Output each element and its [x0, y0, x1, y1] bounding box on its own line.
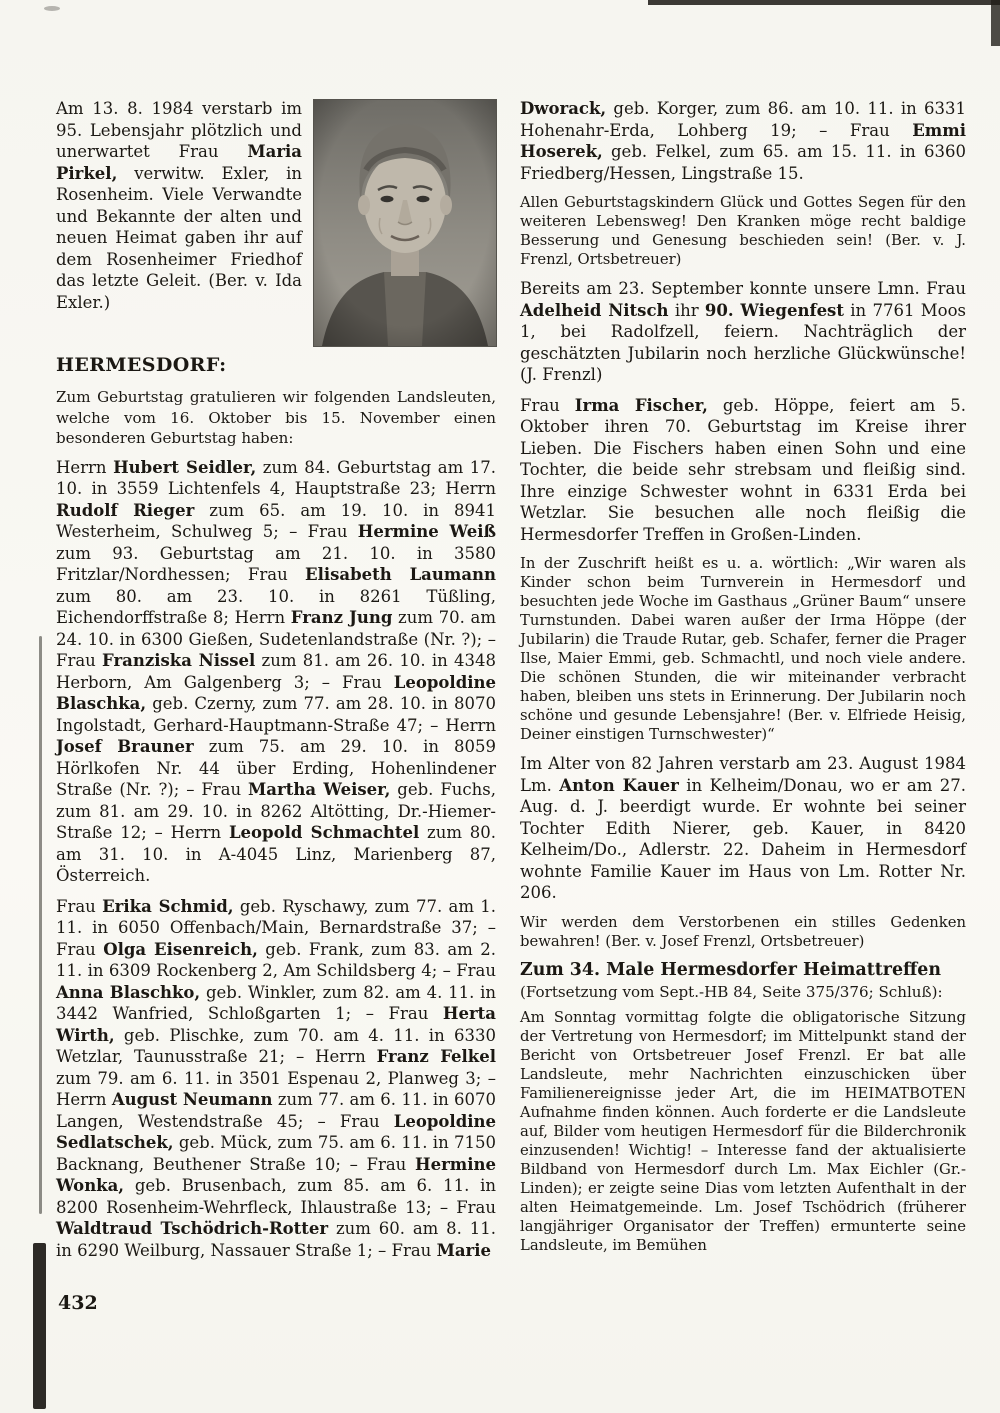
- scan-artifact: [39, 636, 42, 1214]
- portrait-photo: [314, 100, 496, 346]
- gedenken-note: Wir werden dem Verstorbenen ein stilles Gedenken bewahren! (Ber. v. Josef Frenzl, Ortsbetreuer): [520, 913, 966, 950]
- birthday-list-october: Herrn Hubert Seidler, zum 84. Geburtstag am 17. 10. in 3559 Lichtenfels 4, Hauptstraße 23; Herrn Rudolf Rieger zum 65. am 19. 10. in 8941 Westerheim, Schulweg 5; – Frau Hermine Weiß zum 93. Geburtstag am 21. 10. in 3580 Fritzlar/Nordhessen; Frau Elisabeth Laumann zum 80. am 23. 10. in 8261 Tüßling, Eichendorffstraße 8; Herrn Franz Jung zum 70. am 24. 10. in 6300 Gießen, Sudetenlandstraße (Nr. ?); – Frau Franziska Nissel zum 81. am 26. 10. in 4348 Herborn, Am Galgenberg 3; – Frau Leopoldine Blaschka, geb. Czerny, zum 77. am 28. 10. in 8070 Ingolstadt, Gerhard-Hauptmann-Straße 47; – Herrn Josef Brauner zum 75. am 29. 10. in 8059 Hörlkofen Nr. 44 über Erding, Hohenlindener Straße (Nr. ?); – Frau Martha Weiser, geb. Fuchs, zum 81. am 29. 10. in 8262 Altötting, Dr.-Hiemer-Straße 12; – Herrn Leopold Schmachtel zum 80. am 31. 10. in A-4045 Linz, Marienberg 87, Österreich.: [56, 457, 497, 885]
- birthday-list-continuation: Dworack, geb. Korger, zum 86. am 10. 11. in 6331 Hohenahr-Erda, Lohberg 19; – Frau Emmi Hoserek, geb. Felkel, zum 65. am 15. 11. in 6360 Friedberg/Hessen, Lingstraße 15.: [520, 99, 966, 183]
- fischer-birthday: Frau Irma Fischer, geb. Höppe, feiert am 5. Oktober ihren 70. Geburtstag im Kreise ihrer Lieben. Die Fischers haben einen Sohn und eine Tochter, die beide sehr strebsam und fleißig sind. Ihre einzige Schwester wohnt in 6331 Erda bei Wetzlar. Sie besuchen alle noch fleißig die Hermesdorfer Treffen in Großen-Linden.: [520, 395, 966, 544]
- birthday-list-november: Frau Erika Schmid, geb. Ryschawy, zum 77. am 1. 11. in 6050 Offenbach/Main, Bernardstraße 37; – Frau Olga Eisenreich, geb. Frank, zum 83. am 2. 11. in 6309 Rockenberg 2, Am Schildsberg 4; – Frau Anna Blaschko, geb. Winkler, zum 82. am 4. 11. in 3442 Wanfried, Schloßgarten 1; – Frau Herta Wirth, geb. Plischke, zum 70. am 4. 11. in 6330 Wetzlar, Taunusstraße 21; – Herrn Franz Felkel zum 79. am 6. 11. in 3501 Espenau 2, Planweg 3; – Herrn August Neumann zum 77. am 6. 11. in 6070 Langen, Westendstraße 45; – Frau Leopoldine Sedlatschek, geb. Mück, zum 75. am 6. 11. in 7150 Backnang, Beuthener Straße 10; – Frau Hermine Wonka, geb. Brusenbach, zum 85. am 6. 11. in 8200 Rosenheim-Wehrfleck, Ihlaustraße 13; – Frau Waldtraud Tschödrich-Rotter zum 60. am 8. 11. in 6290 Weilburg, Nassauer Straße 1; – Frau Marie: [56, 896, 497, 1260]
- portrait-photo-graphic: [314, 100, 496, 346]
- obituary-maria-pirkel: Am 13. 8. 1984 verstarb im 95. Lebensjahr plötzlich und unerwartet Frau Maria Pirkel, verwitw. Exler, in Rosenheim. Viele Verwandte und Bekannte der alten und neuen Heimat gaben ihr auf dem Rosenheimer Friedhof das letzte Geleit. (Ber. v. Ida Exler.): [56, 98, 496, 313]
- heimattreffen-report: Am Sonntag vormittag folgte die obligatorische Sitzung der Vertretung von Hermesdorf; im Mittelpunkt stand der Bericht von Ortsbetreuer Josef Frenzl. Er bat alle Landsleute, mehr Nachrichten einzuschicken über Familienereignisse jeder Art, die im HEIMATBOTEN Aufnahme finden können. Auch forderte er die Landsleute auf, Bilder vom heutigen Hermesdorf für die Bilderchronik einzusenden! Wichtig! – Interesse fand der aktualisierte Bildband von Hermesdorf durch Lm. Max Eichler (Gr.-Linden); er zeigte seine Dias vom letzten Aufenthalt in der alten Heimatgemeinde. Lm. Josef Tschödrich (früherer langjähriger Organisator der Treffen) ermunterte seine Landsleute, im Bemühen: [520, 1008, 966, 1254]
- left-column: [56, 98, 496, 1413]
- birthday-intro: Zum Geburtstag gratulieren wir folgenden Landsleuten, welche vom 16. Oktober bis 15. November einen besonderen Geburtstag haben:: [56, 388, 496, 447]
- page-number: 432: [58, 1292, 98, 1314]
- nitsch-anniversary: Bereits am 23. September konnte unsere Lmn. Frau Adelheid Nitsch ihr 90. Wiegenfest in 7761 Moos 1, bei Radolfzell, feiern. Nachträglich der geschätzten Jubilarin noch herzliche Glückwünsche! (J. Frenzl): [520, 279, 967, 384]
- scan-artifact: [648, 0, 1000, 5]
- scan-artifact: [44, 6, 60, 11]
- birthday-greeting-note: Allen Geburtstagskindern Glück und Gottes Segen für den weiteren Lebensweg! Den Kranken möge recht baldige Besserung und Genesung beschieden sein! (Ber. v. J. Frenzl, Ortsbetreuer): [520, 194, 966, 268]
- obituary-anton-kauer: Im Alter von 82 Jahren verstarb am 23. August 1984 Lm. Anton Kauer in Kelheim/Donau, wo er am 27. Aug. d. J. beerdigt wurde. Er wohnte bei seiner Tochter Edith Nierer, geb. Kauer, in 8420 Kelheim/Do., Adlerstr. 22. Daheim in Hermesdorf wohnte Familie Kauer im Haus von Lm. Rotter Nr. 206.: [520, 754, 967, 902]
- heimattreffen-heading: Zum 34. Male Hermesdorfer Heimattreffen: [520, 959, 941, 980]
- right-column: [520, 98, 966, 1413]
- heimattreffen-subtitle: (Fortsetzung vom Sept.-HB 84, Seite 375/376; Schluß):: [520, 982, 943, 1001]
- section-heading-hermesdorf: HERMESDORF:: [56, 354, 227, 376]
- zuschrift-quote: In der Zuschrift heißt es u. a. wörtlich: „Wir waren als Kinder schon beim Turnverein in Hermesdorf und besuchten jede Woche im Gasthaus „Grüner Baum“ unsere Turnstunden. Dabei waren außer der Irma Höppe (der Jubilarin) die Traude Rutar, geb. Schafer, ferner die Prager Ilse, Maier Emmi, geb. Schmachtl, und noch viele andere. Die schönen Stunden, die wir miteinander verbracht haben, bleiben uns stets in Erinnerung. Der Jubilarin noch schöne und gesunde Lebensjahre! (Ber. v. Elfriede Heisig, Deiner einstigen Turnschwester)“: [520, 555, 966, 743]
- scan-artifact: [991, 0, 1000, 46]
- scan-artifact: [33, 1243, 46, 1409]
